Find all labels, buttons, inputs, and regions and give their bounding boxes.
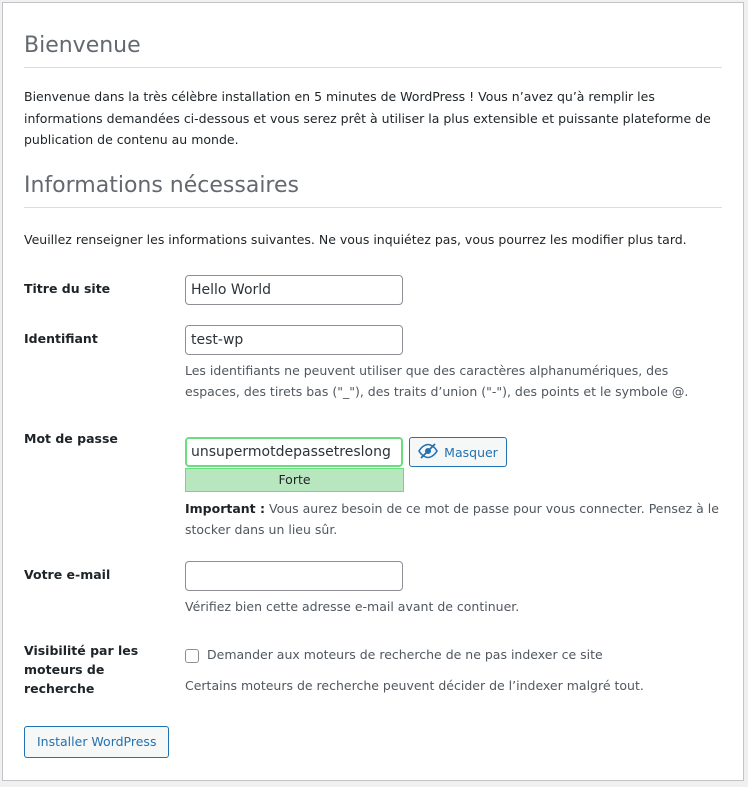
username-label: Identifiant xyxy=(24,331,98,346)
divider xyxy=(24,207,722,208)
password-label: Mot de passe xyxy=(24,431,118,446)
email-input[interactable] xyxy=(185,561,403,591)
important-label: Important : xyxy=(185,501,266,516)
divider xyxy=(24,67,722,68)
welcome-text: Bienvenue dans la très célèbre installation en 5 minutes de WordPress ! Vous n’avez qu’à remplir les informations demandées ci-dessous et vous serez prêt à utiliser la plus extensible et puissante plateforme de publication de contenu au monde. xyxy=(24,89,711,148)
info-heading: Informations nécessaires xyxy=(24,172,299,198)
info-lead: Veuillez renseigner les informations suivantes. Ne vous inquiétez pas, vous pourrez les modifier plus tard. xyxy=(24,232,687,248)
setup-content xyxy=(3,3,743,250)
noindex-checkbox-label[interactable]: Demander aux moteurs de recherche de ne pas indexer ce site xyxy=(207,647,603,662)
site-title-input[interactable] xyxy=(185,275,403,305)
password-important-note xyxy=(185,498,725,540)
password-strength-meter: Forte xyxy=(185,468,404,492)
eye-slash-icon xyxy=(418,443,438,462)
email-label: Votre e-mail xyxy=(24,567,111,582)
site-title-label: Titre du site xyxy=(24,281,111,296)
important-text: Vous aurez besoin de ce mot de passe pour vous connecter. Pensez à le stocker dans un lieu sûr. xyxy=(185,501,719,537)
email-help: Vérifiez bien cette adresse e-mail avant de continuer. xyxy=(185,599,520,614)
install-wordpress-button[interactable]: Installer WordPress xyxy=(24,726,169,758)
visibility-label: Visibilité par les moteurs de recherche xyxy=(24,643,139,696)
username-help: Les identifiants ne peuvent utiliser que des caractères alphanumériques, des espaces, des tirets bas ("_"), des traits d’union ("-"), des points et le symbole @. xyxy=(185,363,689,399)
visibility-help: Certains moteurs de recherche peuvent décider de l’indexer malgré tout. xyxy=(185,678,644,693)
hide-password-button[interactable] xyxy=(409,437,507,467)
noindex-checkbox[interactable] xyxy=(185,649,199,663)
visibility-option[interactable] xyxy=(185,644,725,665)
setup-panel xyxy=(2,2,744,781)
password-input[interactable] xyxy=(185,437,403,467)
username-input[interactable] xyxy=(185,325,403,355)
hide-password-label: Masquer xyxy=(444,444,498,460)
welcome-heading: Bienvenue xyxy=(24,33,141,58)
